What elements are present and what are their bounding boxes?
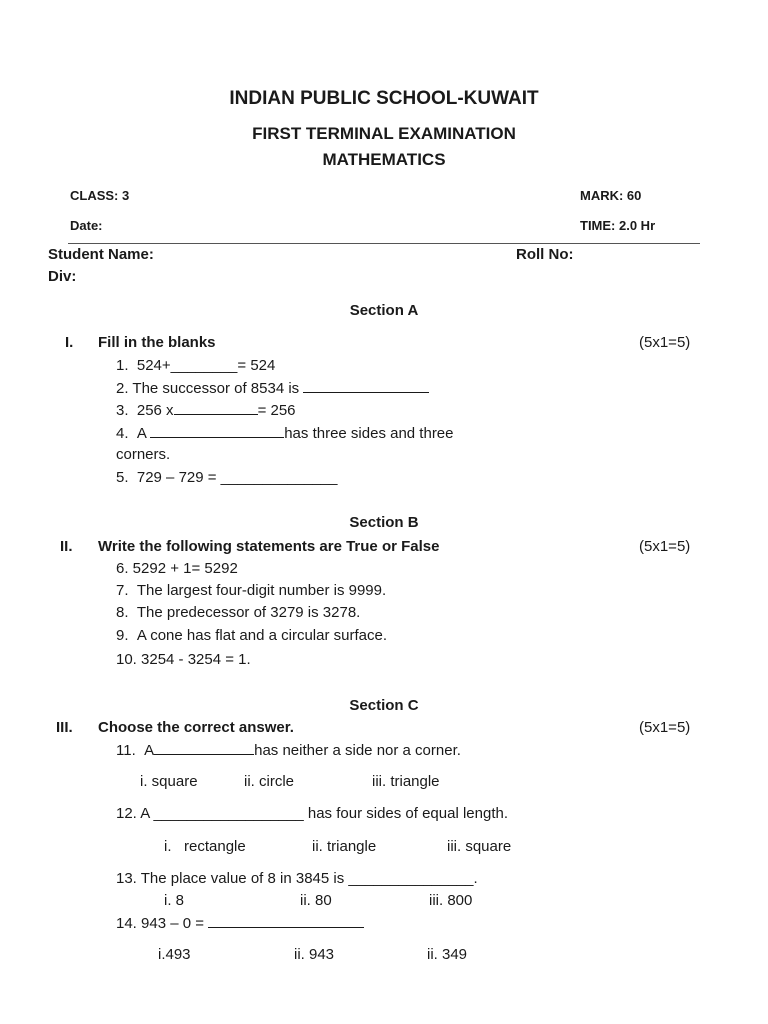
section-c-instruction: Choose the correct answer. xyxy=(98,719,294,736)
question-13: 13. The place value of 8 in 3845 is _______________. xyxy=(116,870,478,887)
question-4-continued: corners. xyxy=(116,446,171,463)
question-14-option-3[interactable]: ii. 349 xyxy=(427,946,468,963)
question-11-option-2[interactable]: ii. circle xyxy=(244,773,295,790)
school-name: INDIAN PUBLIC SCHOOL-KUWAIT xyxy=(229,88,539,109)
exam-title: FIRST TERMINAL EXAMINATION xyxy=(252,124,516,143)
question-14-option-2[interactable]: ii. 943 xyxy=(294,946,335,963)
section-c-marks: (5x1=5) xyxy=(639,719,691,736)
section-a-numeral: I. xyxy=(65,334,74,351)
answer-blank[interactable] xyxy=(174,401,258,415)
question-12-option-3[interactable]: iii. square xyxy=(447,838,512,855)
answer-blank[interactable] xyxy=(154,741,254,755)
question-13-option-3[interactable]: iii. 800 xyxy=(429,892,473,909)
section-b-title: Section B xyxy=(349,514,419,531)
section-a-title: Section A xyxy=(349,302,419,319)
answer-blank[interactable] xyxy=(208,914,364,928)
question-13-option-2[interactable]: ii. 80 xyxy=(300,892,332,909)
question-12: 12. A __________________ has four sides of equal length. xyxy=(116,805,508,822)
section-a-marks: (5x1=5) xyxy=(639,334,691,351)
header-divider xyxy=(68,243,700,244)
answer-blank[interactable] xyxy=(150,424,284,438)
question-10: 10. 3254 - 3254 = 1. xyxy=(116,651,251,668)
question-13-option-1[interactable]: i. 8 xyxy=(164,892,185,909)
question-11-option-3[interactable]: iii. triangle xyxy=(372,773,440,790)
div-label: Div: xyxy=(48,268,77,285)
answer-blank[interactable] xyxy=(303,379,429,393)
class-label: CLASS: 3 xyxy=(70,188,130,203)
question-8: 8. The predecessor of 3279 is 3278. xyxy=(116,604,361,621)
subject-title: MATHEMATICS xyxy=(322,150,446,169)
section-c-title: Section C xyxy=(349,697,419,714)
roll-no-label: Roll No: xyxy=(516,246,574,263)
question-3: 3. 256 x = 256 xyxy=(116,402,296,419)
question-1: 1. 524+________= 524 xyxy=(116,357,276,374)
time-label: TIME: 2.0 Hr xyxy=(580,218,656,233)
question-4: 4. A has three sides and three xyxy=(116,425,454,442)
date-label: Date: xyxy=(70,218,103,233)
student-name-label: Student Name: xyxy=(48,246,154,263)
question-11-option-1[interactable]: i. square xyxy=(140,773,198,790)
question-14-option-1[interactable]: i.493 xyxy=(158,946,191,963)
question-9: 9. A cone has flat and a circular surface. xyxy=(116,627,387,644)
section-b-numeral: II. xyxy=(60,538,73,555)
question-6: 6. 5292 + 1= 5292 xyxy=(116,560,238,577)
mark-label: MARK: 60 xyxy=(580,188,642,203)
section-b-marks: (5x1=5) xyxy=(639,538,691,555)
question-2: 2. The successor of 8534 is xyxy=(116,379,429,398)
section-a-instruction: Fill in the blanks xyxy=(98,334,216,351)
question-12-option-1[interactable]: i. rectangle xyxy=(164,838,246,855)
section-c-numeral: III. xyxy=(56,719,73,736)
question-5: 5. 729 – 729 = ______________ xyxy=(116,469,338,486)
question-14: 14. 943 – 0 = xyxy=(116,914,364,933)
question-11: 11. A has neither a side nor a corner. xyxy=(116,742,461,759)
question-7: 7. The largest four-digit number is 9999. xyxy=(116,582,387,599)
question-12-option-2[interactable]: ii. triangle xyxy=(312,838,377,855)
section-b-instruction: Write the following statements are True or False xyxy=(98,538,440,555)
